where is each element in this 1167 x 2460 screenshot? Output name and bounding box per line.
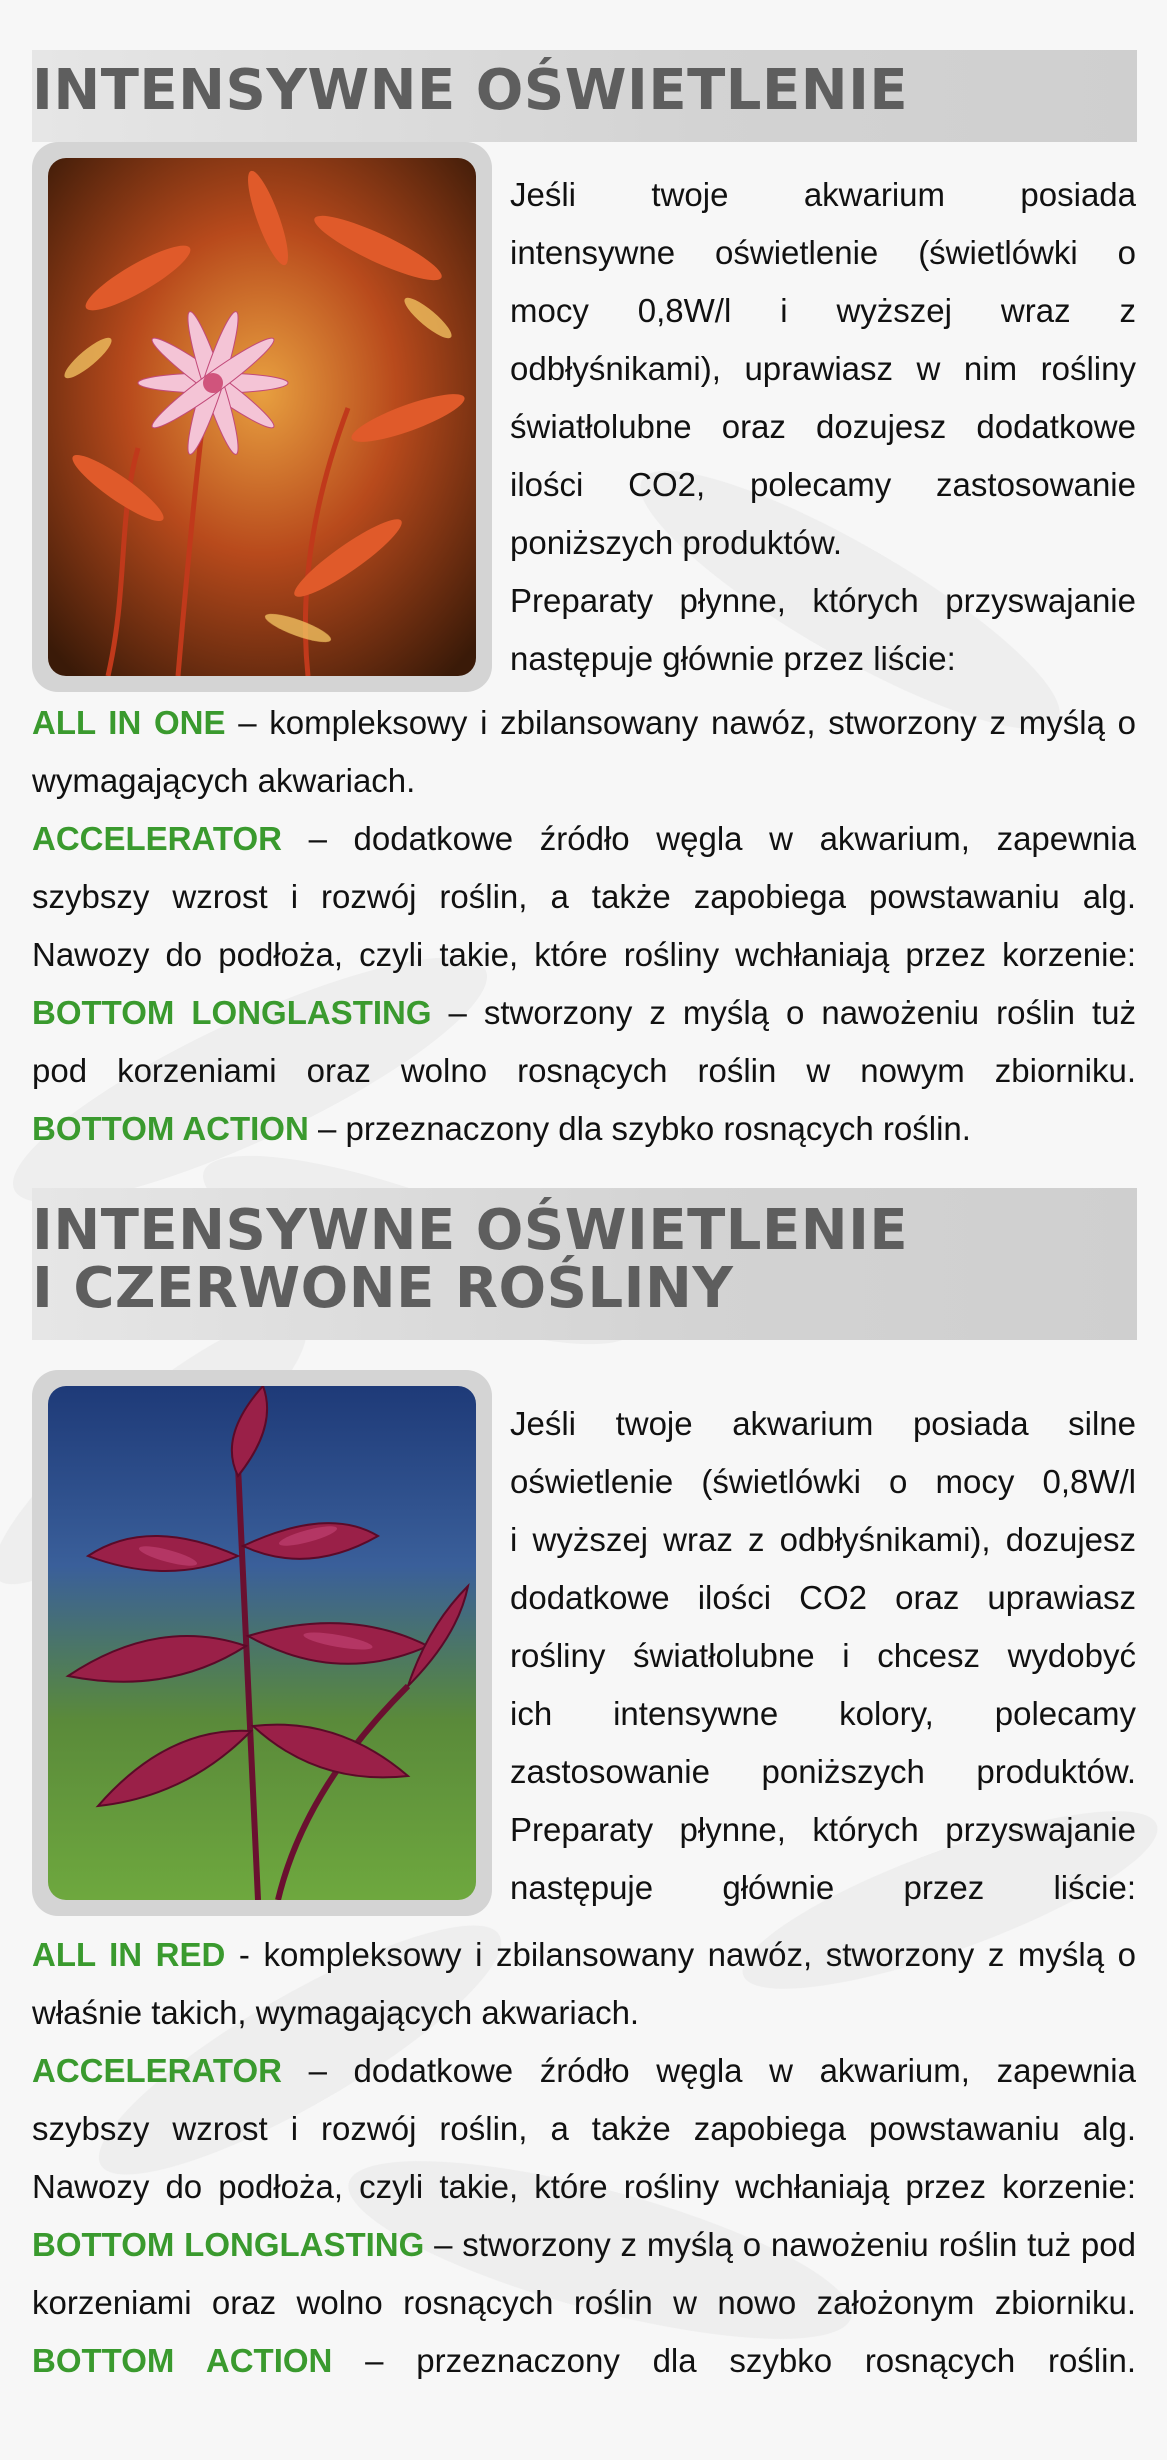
product-line: [32, 1042, 1136, 1100]
product-line: [32, 984, 1136, 1042]
product-description: – kompleksowy i zbilansowany nawóz, stworzony z myślą o: [225, 704, 1137, 741]
product-description: pod korzeniami oraz wolno rosnących roślin w nowym zbiorniku.: [32, 1052, 1136, 1089]
heading-line: I CZERWONE ROŚLINY: [32, 1256, 734, 1321]
product-line: [32, 1100, 1136, 1158]
section-heading: [32, 58, 909, 123]
product-name: BOTTOM ACTION: [32, 2342, 333, 2379]
text-line: ich intensywne kolory, polecamy: [510, 1695, 1136, 1732]
heading-line: INTENSYWNE OŚWIETLENIE: [32, 1198, 909, 1263]
product-name: ALL IN RED: [32, 1936, 226, 1973]
text-line: światłolubne oraz dozujesz dodatkowe: [510, 408, 1136, 445]
product-line: [32, 1926, 1136, 1984]
product-name: ACCELERATOR: [32, 820, 282, 857]
plant-photo-red-orange: [48, 158, 476, 676]
product-description: – dodatkowe źródło węgla w akwarium, zapewnia: [281, 2052, 1136, 2089]
product-description: Nawozy do podłoża, czyli takie, które rośliny wchłaniają przez korzenie:: [32, 2168, 1136, 2205]
text-line: następuje głównie przez liście:: [510, 1869, 1136, 1906]
intro-text: [510, 1395, 1136, 1917]
product-description: - kompleksowy i zbilansowany nawóz, stworzony z myślą o: [225, 1936, 1136, 1973]
product-line: [32, 926, 1136, 984]
plant-photo-frame: [32, 142, 492, 692]
product-description: – stworzony z myślą o nawożeniu roślin tuż: [431, 994, 1136, 1031]
plant-photo-frame: [32, 1370, 492, 1916]
product-line: [32, 2042, 1136, 2100]
product-line: [32, 2274, 1136, 2332]
product-name: BOTTOM ACTION: [32, 1110, 309, 1147]
text-line: następuje głównie przez liście:: [510, 640, 956, 677]
text-line: odbłyśnikami), uprawiasz w nim rośliny: [510, 350, 1136, 387]
product-line: [32, 810, 1136, 868]
product-description: Nawozy do podłoża, czyli takie, które rośliny wchłaniają przez korzenie:: [32, 936, 1136, 973]
plant-photo-purple-red: [48, 1386, 476, 1900]
product-line: [32, 2158, 1136, 2216]
intro-text: [510, 166, 1136, 688]
product-line: [32, 868, 1136, 926]
product-description: – przeznaczony dla szybko rosnących roślin.: [308, 1110, 971, 1147]
product-line: [32, 2100, 1136, 2158]
product-list: [32, 694, 1136, 1158]
product-line: [32, 752, 1136, 810]
product-description: wymagających akwariach.: [32, 762, 416, 799]
product-description: – stworzony z myślą o nawożeniu roślin tuż pod: [424, 2226, 1136, 2263]
product-line: [32, 1984, 1136, 2042]
section-heading: [32, 1198, 909, 1321]
product-line: [32, 2216, 1136, 2274]
text-line: dodatkowe ilości CO2 oraz uprawiasz: [510, 1579, 1136, 1616]
text-line: rośliny światłolubne i chcesz wydobyć: [510, 1637, 1136, 1674]
product-list: [32, 1926, 1136, 2390]
text-line: poniższych produktów.: [510, 524, 843, 561]
product-description: właśnie takich, wymagających akwariach.: [32, 1994, 640, 2031]
text-line: mocy 0,8W/l i wyższej wraz z: [510, 292, 1136, 329]
text-line: Jeśli twoje akwarium posiada silne: [510, 1405, 1136, 1442]
text-line: Preparaty płynne, których przyswajanie: [510, 1811, 1136, 1848]
product-name: BOTTOM LONGLASTING: [32, 2226, 425, 2263]
product-name: BOTTOM LONGLASTING: [32, 994, 432, 1031]
product-line: [32, 2332, 1136, 2390]
product-line: [32, 694, 1136, 752]
heading-line: INTENSYWNE OŚWIETLENIE: [32, 58, 909, 123]
text-line: Jeśli twoje akwarium posiada: [510, 176, 1136, 213]
text-line: ilości CO2, polecamy zastosowanie: [510, 466, 1136, 503]
product-description: korzeniami oraz wolno rosnących roślin w nowo założonym zbiorniku.: [32, 2284, 1136, 2321]
text-line: Preparaty płynne, których przyswajanie: [510, 582, 1136, 619]
text-line: zastosowanie poniższych produktów.: [510, 1753, 1136, 1790]
product-description: – dodatkowe źródło węgla w akwarium, zapewnia: [281, 820, 1136, 857]
product-name: ALL IN ONE: [32, 704, 226, 741]
product-description: szybszy wzrost i rozwój roślin, a także zapobiega powstawaniu alg.: [32, 2110, 1136, 2147]
text-line: intensywne oświetlenie (świetlówki o: [510, 234, 1136, 271]
product-description: szybszy wzrost i rozwój roślin, a także zapobiega powstawaniu alg.: [32, 878, 1136, 915]
product-description: – przeznaczony dla szybko rosnących roślin.: [332, 2342, 1136, 2379]
text-line: i wyższej wraz z odbłyśnikami), dozujesz: [510, 1521, 1136, 1558]
text-line: oświetlenie (świetlówki o mocy 0,8W/l: [510, 1463, 1136, 1500]
product-name: ACCELERATOR: [32, 2052, 282, 2089]
